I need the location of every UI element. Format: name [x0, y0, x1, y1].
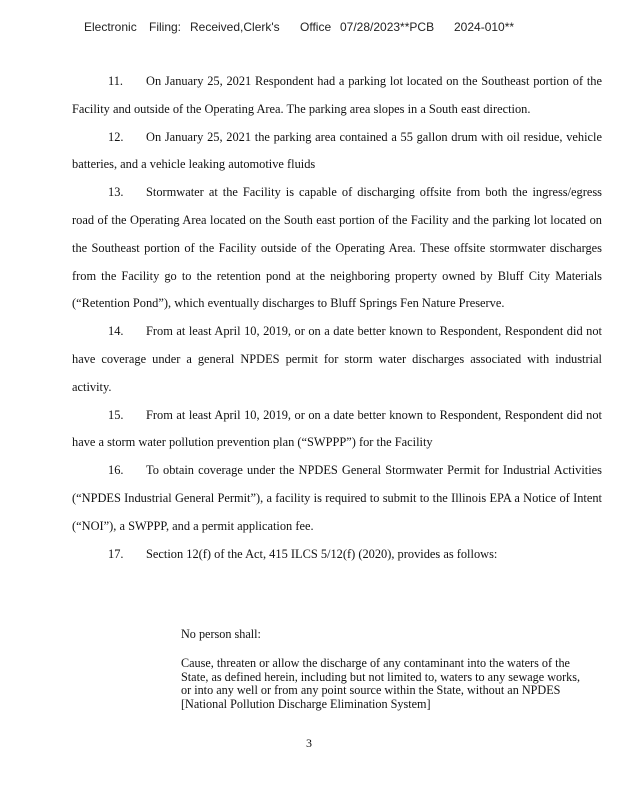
paragraph-text: Section 12(f) of the Act, 415 ILCS 5/12(f) (2020), provides as follows: — [146, 546, 498, 561]
paragraph-text: To obtain coverage under the NPDES General Stormwater Permit for Industrial Activities (“NPDES Industrial General Permit”), a facility is required to submit to the Illinois EPA a Notice of Intent (“NOI”), a SWPPP, and a permit application fee. — [72, 463, 602, 533]
paragraph-text: Stormwater at the Facility is capable of discharging offsite from both the ingress/egress road of the Operating Area located on the South east portion of the Facility and the parking lot located on the Southeast portion of the Facility outside of the Operating Area. These offsite stormwater discharges from the Facility go to the retention pond at the neighboring property owned by Bluff City Materials (“Retention Pond”), which eventually discharges to Bluff Springs Fen Nature Preserve. — [72, 185, 602, 311]
filing-header — [84, 20, 604, 36]
paragraph-number: 13. — [108, 185, 124, 200]
paragraph-15 — [72, 402, 602, 458]
paragraph-text: From at least April 10, 2019, or on a date better known to Respondent, Respondent did not have a storm water pollution prevention plan (“SWPPP”) for the Facility — [72, 407, 602, 450]
header-received: Received,Clerk's — [190, 20, 280, 34]
paragraph-13 — [72, 179, 602, 318]
paragraph-number: 15. — [108, 407, 124, 422]
paragraph-number: 14. — [108, 324, 124, 339]
header-date: 07/28/2023**PCB — [340, 20, 435, 34]
header-electronic: Electronic — [84, 20, 137, 34]
header-office: Office — [300, 20, 332, 34]
paragraph-16 — [72, 457, 602, 540]
document-body — [72, 68, 602, 568]
paragraph-14 — [72, 318, 602, 401]
header-case: 2024-010** — [454, 20, 515, 34]
paragraph-17 — [72, 541, 602, 569]
quote-body: Cause, threaten or allow the discharge of any contaminant into the waters of the State, as defined herein, including but not limited to, waters to any sewage works, or into any well or from any point source within the State, without an NPDES [National Pollution Discharge Elimination System] — [181, 656, 581, 711]
paragraph-number: 17. — [108, 546, 124, 561]
paragraph-text: From at least April 10, 2019, or on a date better known to Respondent, Respondent did not have coverage under a general NPDES permit for storm water discharges associated with industrial activity. — [72, 324, 602, 394]
paragraph-number: 12. — [108, 129, 124, 144]
paragraph-12 — [72, 124, 602, 180]
paragraph-text: On January 25, 2021 Respondent had a parking lot located on the Southeast portion of the Facility and outside of the Operating Area. The parking area slopes in a South east direction. — [72, 74, 602, 116]
paragraph-number: 16. — [108, 463, 124, 478]
header-filing: Filing: — [149, 20, 182, 34]
paragraph-number: 11. — [108, 74, 124, 88]
quote-lead: No person shall: — [181, 627, 261, 641]
paragraph-11 — [72, 68, 602, 124]
page-number: 3 — [306, 736, 312, 750]
paragraph-text: On January 25, 2021 the parking area contained a 55 gallon drum with oil residue, vehicle batteries, and a vehicle leaking automotive fluids — [72, 129, 602, 172]
statute-quote — [181, 627, 591, 711]
